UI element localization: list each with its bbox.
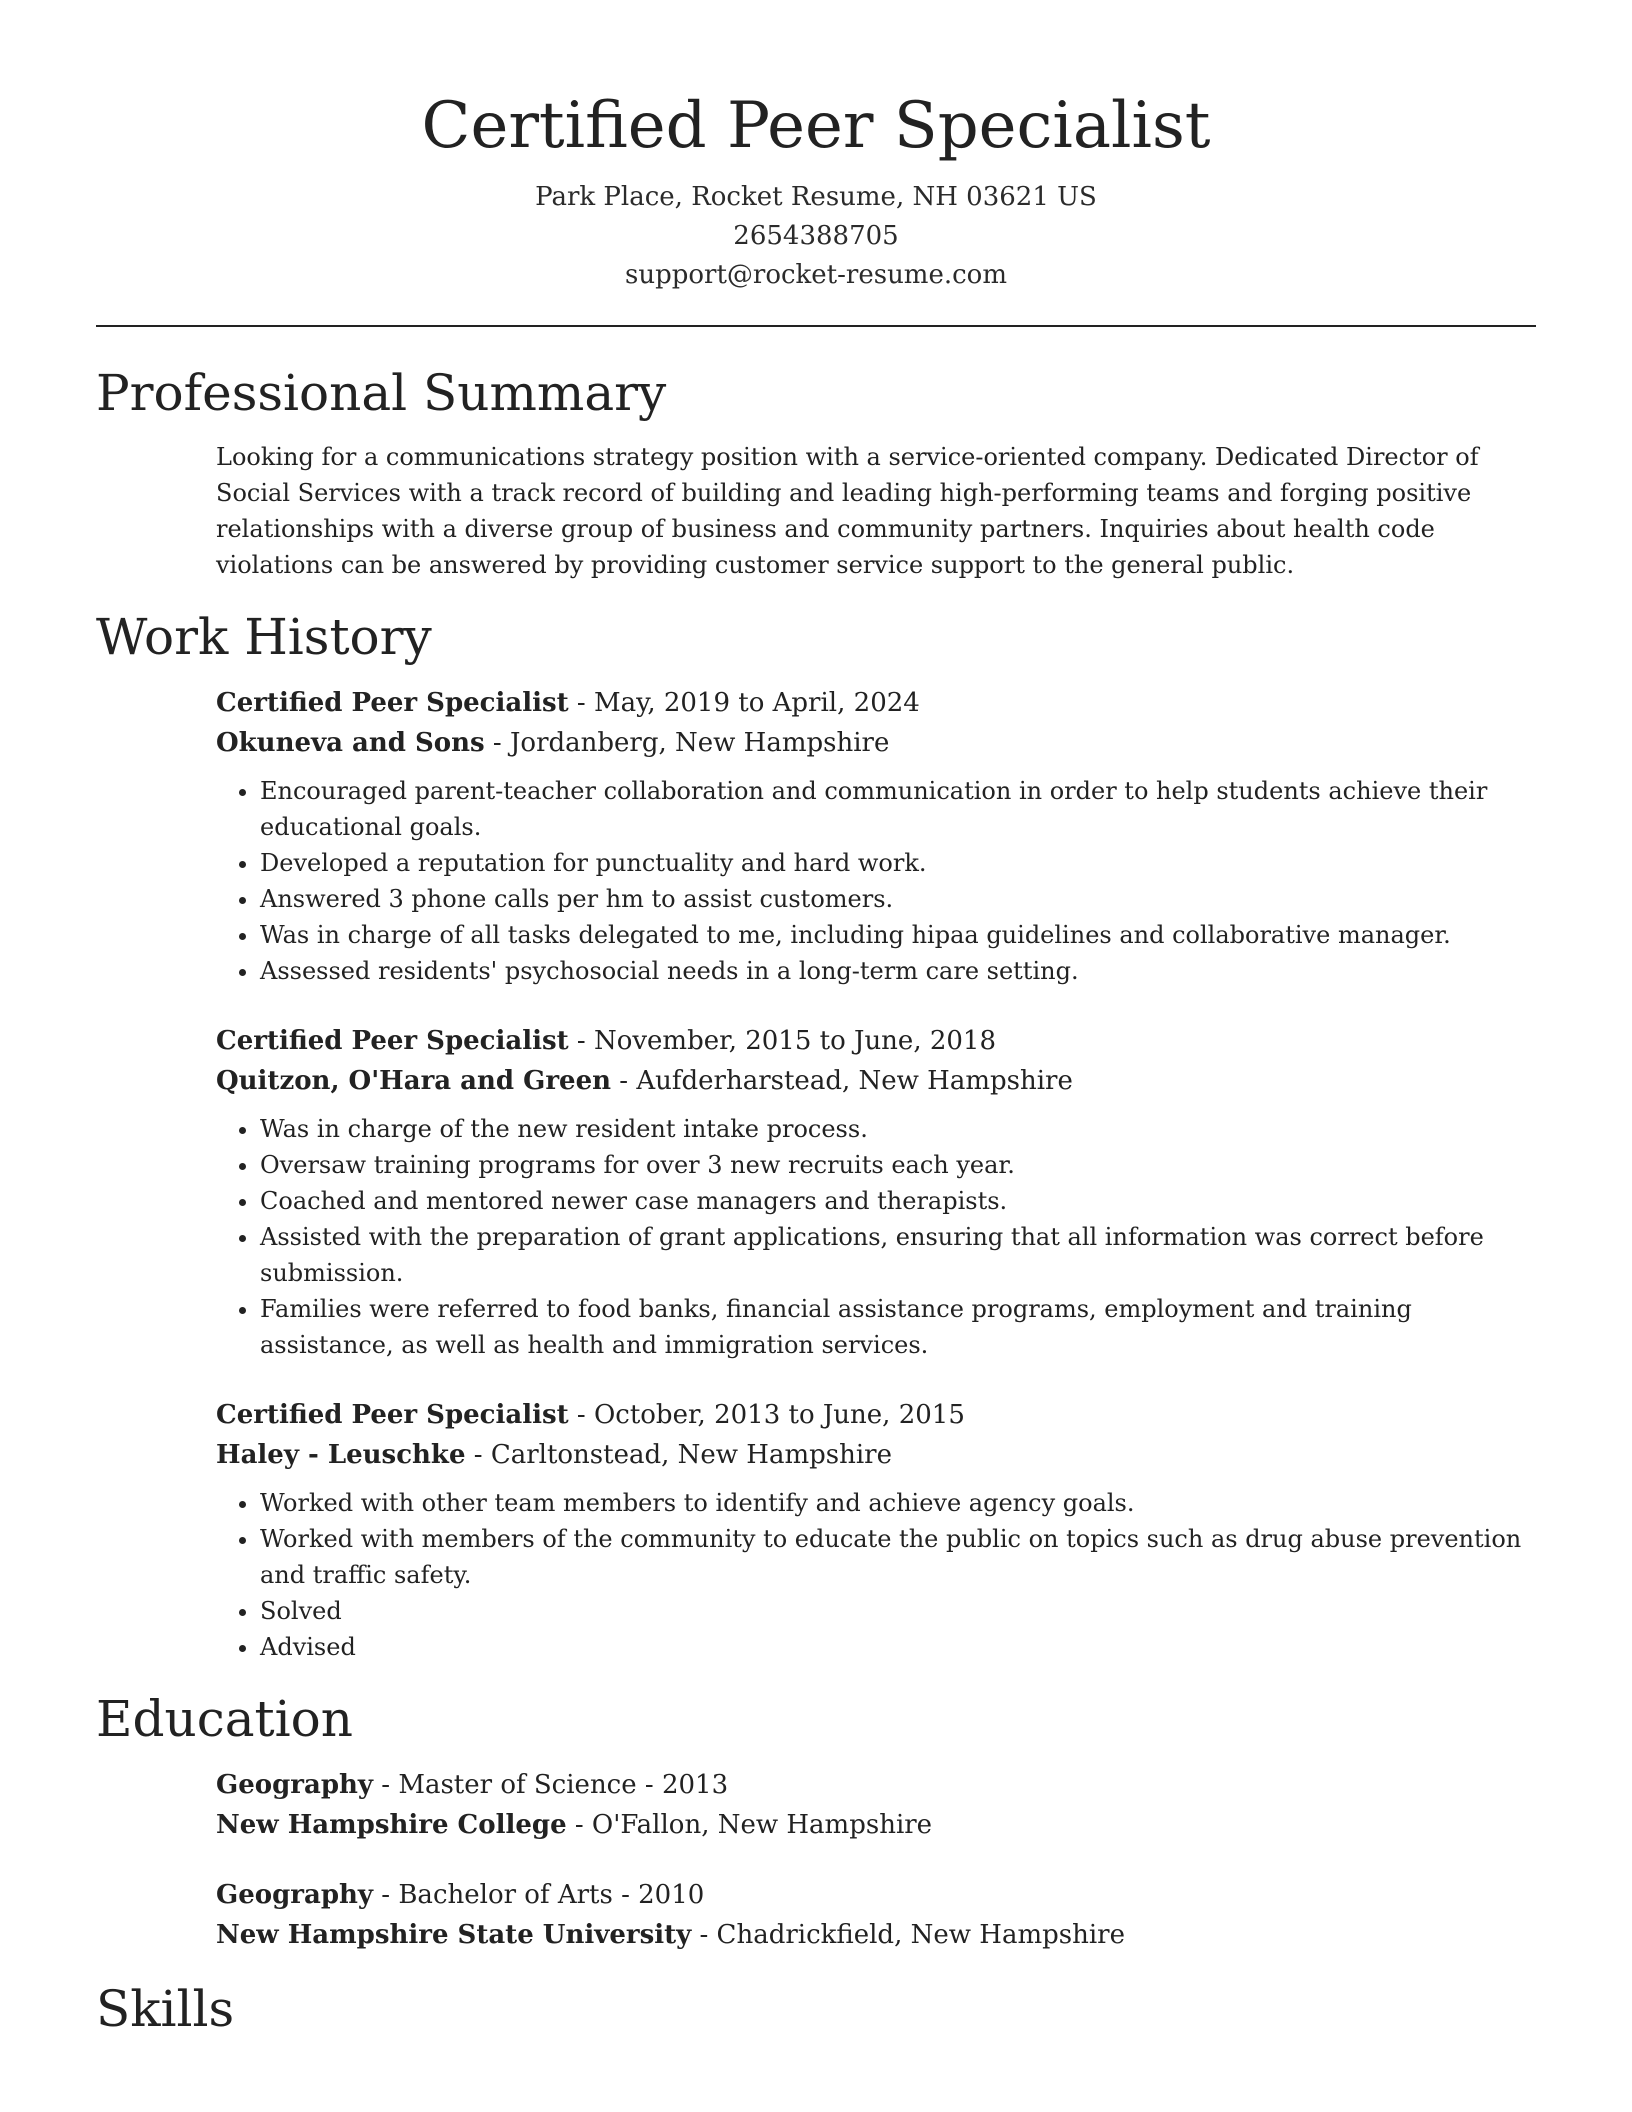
work-history-heading: Work History xyxy=(96,608,432,666)
job-position: Certified Peer Specialist xyxy=(216,688,569,718)
job-position: Certified Peer Specialist xyxy=(216,1400,569,1430)
list-item: • Oversaw training programs for over 3 new recruits each year. xyxy=(260,1147,1536,1183)
list-item: • Worked with members of the community to educate the public on topics such as drug abuse prevention and traffic safety. xyxy=(260,1521,1536,1593)
list-item: • Worked with other team members to identify and achieve agency goals. xyxy=(260,1485,1536,1521)
work-history-section xyxy=(96,607,1536,1665)
address: Park Place, Rocket Resume, NH 03621 US xyxy=(535,182,1097,212)
list-item: • Families were referred to food banks, financial assistance programs, employment and training assistance, as well as health and immigration services. xyxy=(260,1291,1536,1363)
job-company-line xyxy=(216,1061,1536,1101)
job-entry xyxy=(216,683,1536,989)
list-item: • Was in charge of the new resident intake process. xyxy=(260,1111,1536,1147)
header-divider xyxy=(96,325,1536,327)
job-dates: - November, 2015 to June, 2018 xyxy=(568,1026,997,1056)
summary-text: Looking for a communications strategy position with a service-oriented company. Dedicated Director of Social Services with a track record of building and leading high-performing teams and forging positive relationships with a diverse group of business and community partners. Inquiries about health code violations can be answered by providing customer service support to the general public. xyxy=(216,443,1479,579)
degree-line xyxy=(216,1765,1536,1805)
school-location: - O'Fallon, New Hampshire xyxy=(566,1810,933,1840)
education-entry xyxy=(216,1765,1536,1845)
degree-field: Geography xyxy=(216,1880,374,1910)
education-entry xyxy=(216,1875,1536,1955)
list-item: • Was in charge of all tasks delegated to me, including hipaa guidelines and collaborative manager. xyxy=(260,917,1536,953)
job-company-line xyxy=(216,1435,1536,1475)
list-item: • Developed a reputation for punctuality and hard work. xyxy=(260,845,1536,881)
degree-line xyxy=(216,1875,1536,1915)
education-section xyxy=(96,1689,1536,1955)
resume-header xyxy=(96,0,1536,295)
resume-page xyxy=(96,0,1536,2039)
summary-section xyxy=(96,363,1536,583)
skills-section xyxy=(96,1979,1536,2039)
email-address: support@rocket-resume.com xyxy=(624,260,1007,290)
job-company: Okuneva and Sons xyxy=(216,728,485,758)
degree-info: - Master of Science - 2013 xyxy=(373,1770,729,1800)
phone-number: 2654388705 xyxy=(733,221,899,251)
list-item: • Solved xyxy=(260,1593,1536,1629)
school-name: New Hampshire State University xyxy=(216,1920,692,1950)
skills-heading: Skills xyxy=(96,1980,235,2038)
list-item: • Assessed residents' psychosocial needs in a long-term care setting. xyxy=(260,953,1536,989)
list-item: • Answered 3 phone calls per hm to assist customers. xyxy=(260,881,1536,917)
job-company-line xyxy=(216,723,1536,763)
job-position: Certified Peer Specialist xyxy=(216,1026,569,1056)
list-item: • Assisted with the preparation of grant applications, ensuring that all information was correct before submission. xyxy=(260,1219,1536,1291)
job-title-line xyxy=(216,1021,1536,1061)
degree-info: - Bachelor of Arts - 2010 xyxy=(373,1880,705,1910)
job-duties-list xyxy=(216,1111,1536,1363)
school-location: - Chadrickfield, New Hampshire xyxy=(691,1920,1125,1950)
school-line xyxy=(216,1915,1536,1955)
job-location: - Aufderharstead, New Hampshire xyxy=(611,1066,1073,1096)
job-title-line xyxy=(216,683,1536,723)
job-duties-list xyxy=(216,1485,1536,1665)
list-item: • Encouraged parent-teacher collaboration and communication in order to help students achieve their educational goals. xyxy=(260,773,1536,845)
list-item: • Coached and mentored newer case managers and therapists. xyxy=(260,1183,1536,1219)
list-item: • Advised xyxy=(260,1629,1536,1665)
summary-heading: Professional Summary xyxy=(96,364,667,422)
school-name: New Hampshire College xyxy=(216,1810,567,1840)
job-entry xyxy=(216,1395,1536,1665)
education-heading: Education xyxy=(96,1690,353,1748)
job-dates: - May, 2019 to April, 2024 xyxy=(568,688,920,718)
job-title-line xyxy=(216,1395,1536,1435)
school-line xyxy=(216,1805,1536,1845)
job-company: Haley - Leuschke xyxy=(216,1440,466,1470)
job-company: Quitzon, O'Hara and Green xyxy=(216,1066,612,1096)
job-entry xyxy=(216,1021,1536,1363)
job-dates: - October, 2013 to June, 2015 xyxy=(568,1400,965,1430)
job-duties-list xyxy=(216,773,1536,989)
candidate-name: Certified Peer Specialist xyxy=(421,89,1211,163)
job-location: - Jordanberg, New Hampshire xyxy=(484,728,890,758)
job-location: - Carltonstead, New Hampshire xyxy=(465,1440,892,1470)
degree-field: Geography xyxy=(216,1770,374,1800)
